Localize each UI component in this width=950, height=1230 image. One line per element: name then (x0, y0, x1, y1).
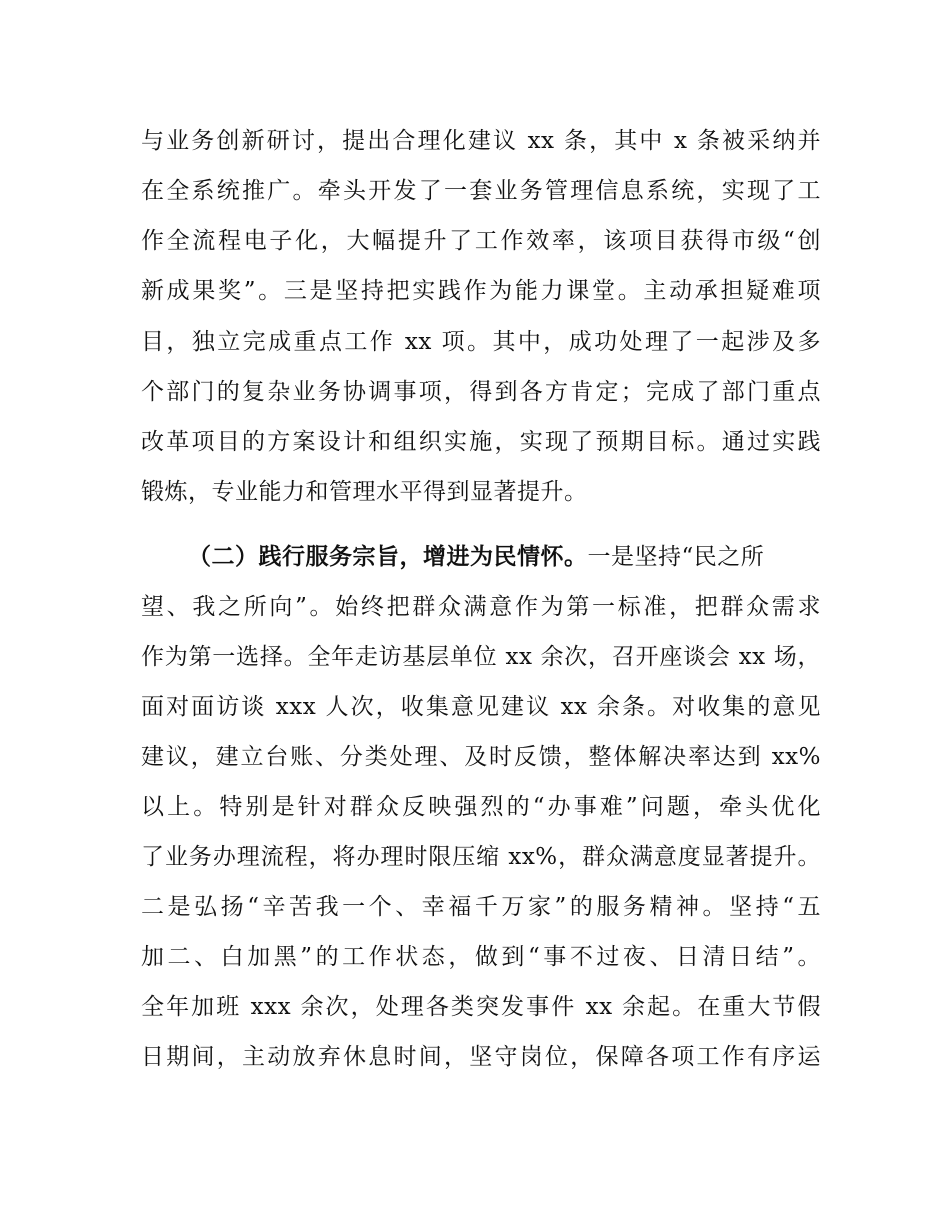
paragraph-2-line-1 (188, 537, 821, 577)
paragraph-1-line-8: 锻炼，专业能力和管理水平得到显著提升。 (141, 479, 588, 505)
paragraph-1-line-7: 改革项目的方案设计和组织实施，实现了预期目标。通过实践 (141, 429, 821, 455)
section-heading-continuation: 一是坚持“民之所 (587, 544, 765, 570)
paragraph-2-line-8: 二是弘扬“辛苦我一个、幸福千万家”的服务精神。坚持“五 (141, 894, 821, 920)
paragraph-1-line-1: 与业务创新研讨，提出合理化建议 xx 条，其中 x 条被采纳并 (141, 128, 821, 154)
paragraph-2-line-2: 望、我之所向”。始终把群众满意作为第一标准，把群众需求 (141, 594, 821, 620)
paragraph-2-line-3: 作为第一选择。全年走访基层单位 xx 余次，召开座谈会 xx 场， (141, 644, 821, 670)
paragraph-1-line-2: 在全系统推广。牵头开发了一套业务管理信息系统，实现了工 (141, 178, 821, 204)
paragraph-1-line-3: 作全流程电子化，大幅提升了工作效率，该项目获得市级“创 (141, 228, 821, 254)
paragraph-2-line-4: 面对面访谈 xxx 人次，收集意见建议 xx 余条。对收集的意见 (141, 694, 821, 720)
paragraph-2-line-9: 加二、白加黑”的工作状态，做到“事不过夜、日清日结”。 (141, 944, 821, 970)
paragraph-2-line-5: 建议，建立台账、分类处理、及时反馈，整体解决率达到 xx% (141, 744, 821, 770)
paragraph-1-line-4: 新成果奖”。三是坚持把实践作为能力课堂。主动承担疑难项 (141, 278, 821, 304)
paragraph-2-line-6: 以上。特别是针对群众反映强烈的“办事难”问题，牵头优化 (141, 794, 821, 820)
paragraph-2-line-10: 全年加班 xxx 余次，处理各类突发事件 xx 余起。在重大节假 (141, 994, 821, 1020)
paragraph-1-line-5: 目，独立完成重点工作 xx 项。其中，成功处理了一起涉及多 (141, 329, 821, 355)
paragraph-2-line-11: 日期间，主动放弃休息时间，坚守岗位，保障各项工作有序运 (141, 1044, 821, 1070)
section-heading: （二）践行服务宗旨，增进为民情怀。 (188, 544, 588, 570)
paragraph-1-line-6: 个部门的复杂业务协调事项，得到各方肯定；完成了部门重点 (141, 379, 821, 405)
paragraph-2-line-7: 了业务办理流程，将办理时限压缩 xx%，群众满意度显著提升。 (141, 844, 821, 870)
